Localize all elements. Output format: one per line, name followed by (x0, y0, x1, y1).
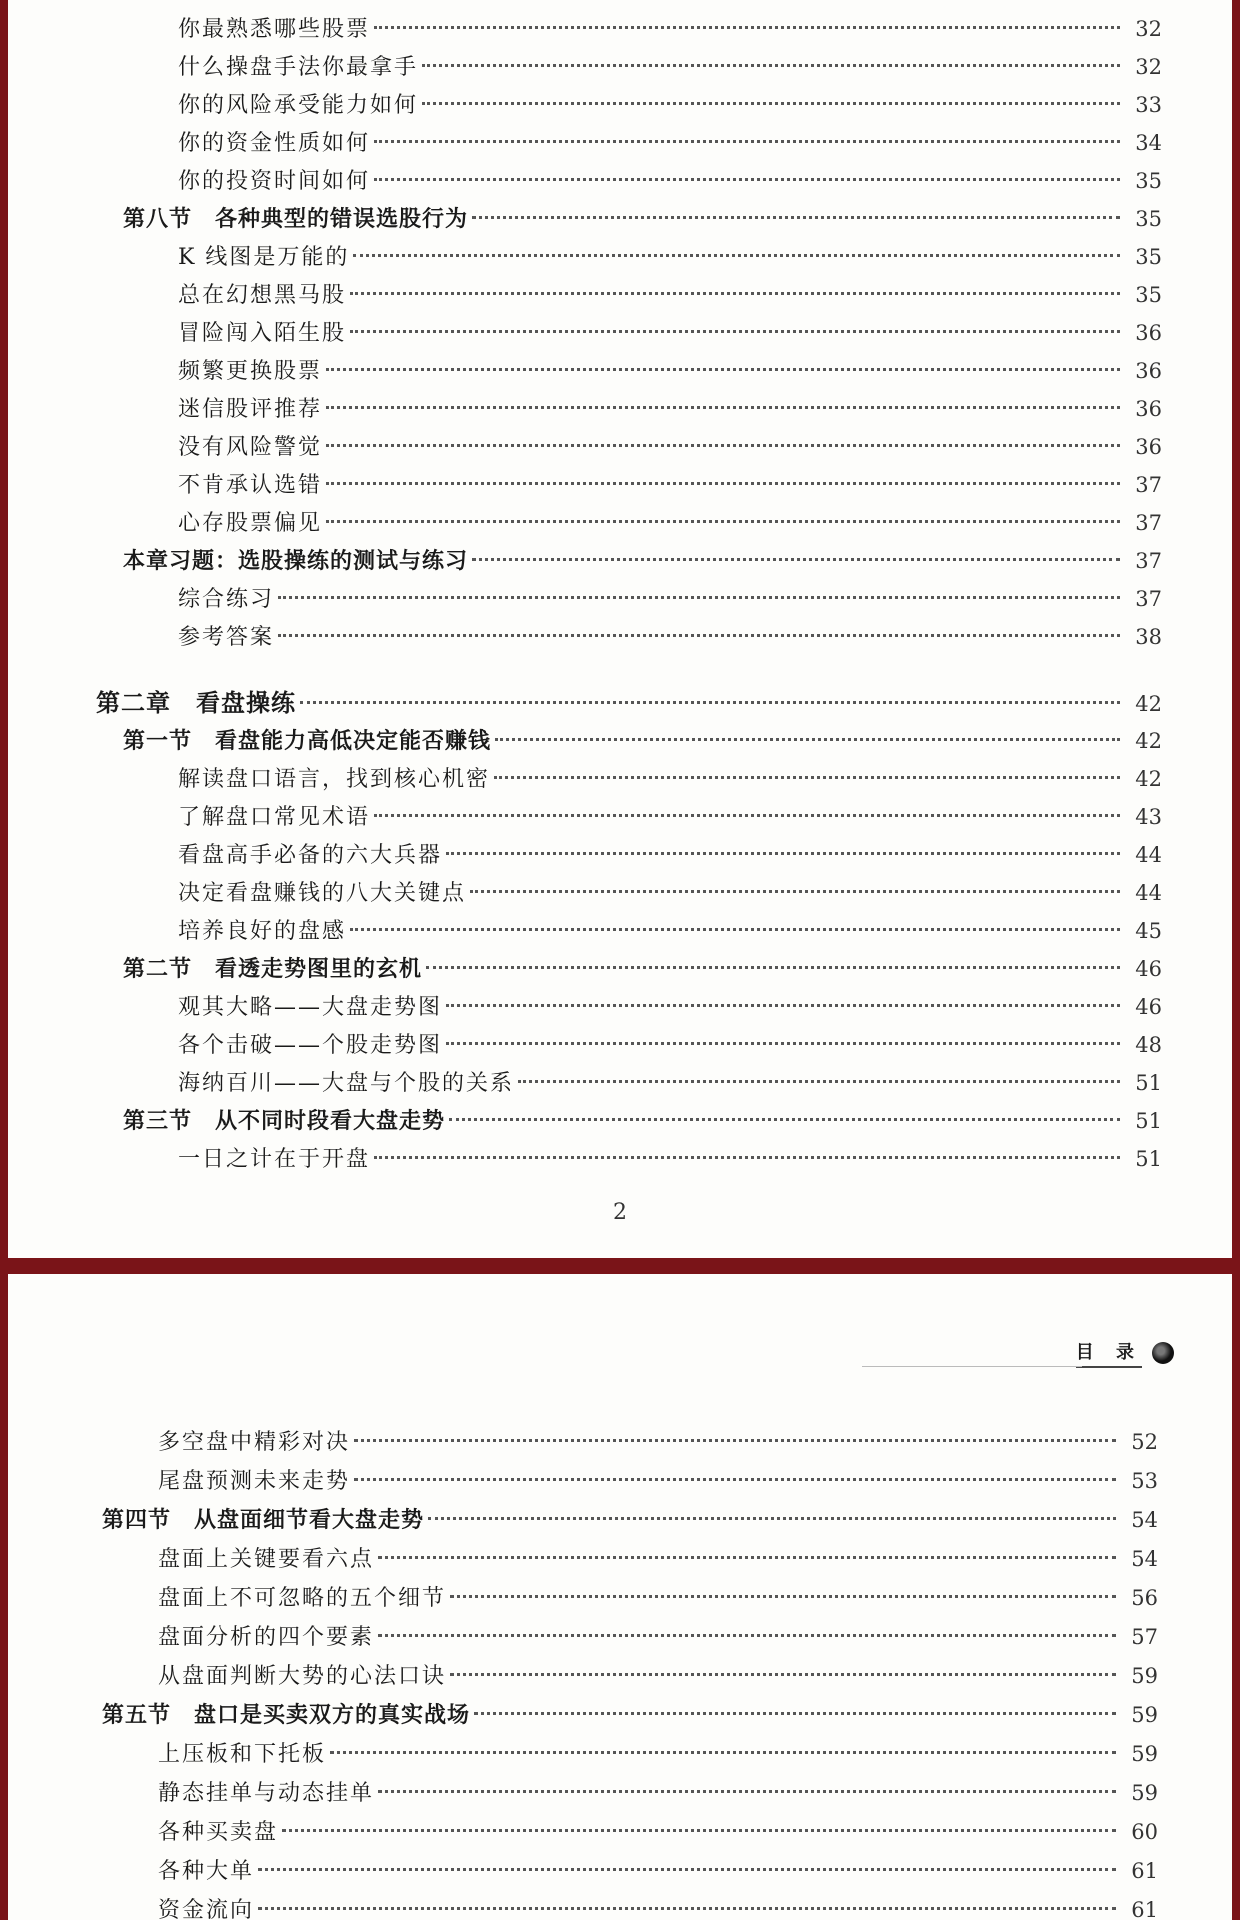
toc-entry-page: 37 (1135, 587, 1162, 611)
dot-leader (378, 1634, 1116, 1637)
toc-entry-title: 各种大单 (158, 1859, 255, 1884)
toc-entry-page: 51 (1135, 1109, 1162, 1133)
toc-entry-page: 36 (1135, 321, 1162, 345)
toc-entry-page: 59 (1131, 1664, 1158, 1688)
toc-entry-title: 解读盘口语言，找到核心机密 (178, 767, 491, 792)
dot-leader (374, 814, 1120, 817)
toc-entry-section (102, 1696, 1158, 1734)
dot-leader (350, 292, 1120, 295)
toc-entry-page: 46 (1135, 957, 1162, 981)
toc-entry-title: 观其大略——大盘走势图 (178, 995, 443, 1020)
toc-entry-page: 56 (1131, 1586, 1158, 1610)
toc-entry-item (158, 1813, 1158, 1851)
header-emblem-icon (1152, 1342, 1174, 1364)
dot-leader (326, 444, 1120, 447)
toc-entry-item (158, 1657, 1158, 1695)
toc-entry-title: 第四节 从盘面细节看大盘走势 (102, 1508, 425, 1533)
dot-leader (450, 1673, 1116, 1676)
toc-entry-item (178, 504, 1162, 542)
toc-entry-page: 54 (1131, 1508, 1158, 1532)
toc-entry-title: 看盘高手必备的六大兵器 (178, 843, 443, 868)
dot-leader (326, 368, 1120, 371)
toc-entry-item (178, 162, 1162, 200)
page-number: 2 (613, 1200, 627, 1225)
toc-entry-page: 36 (1135, 397, 1162, 421)
toc-entry-item (178, 124, 1162, 162)
dot-leader (472, 558, 1120, 561)
toc-entry-page: 51 (1135, 1071, 1162, 1095)
toc-entry-page: 36 (1135, 359, 1162, 383)
dot-leader (422, 64, 1120, 67)
toc-entry-title: 决定看盘赚钱的八大关键点 (178, 881, 467, 906)
toc-entry-page: 35 (1135, 207, 1162, 231)
dot-leader (374, 178, 1120, 181)
toc-entry-item (178, 874, 1162, 912)
toc-entry-title: 什么操盘手法你最拿手 (178, 55, 419, 80)
toc-entry-item (178, 238, 1162, 276)
toc-entry-page: 43 (1135, 805, 1162, 829)
dot-leader (446, 1042, 1120, 1045)
dot-leader (258, 1907, 1116, 1910)
toc-entry-title: 第八节 各种典型的错误选股行为 (123, 207, 469, 232)
toc-entry-title: 第一节 看盘能力高低决定能否赚钱 (123, 729, 492, 754)
toc-entry-title: 综合练习 (178, 587, 275, 612)
toc-entry-title: 盘面分析的四个要素 (158, 1625, 375, 1650)
toc-entry-page: 36 (1135, 435, 1162, 459)
dot-leader (374, 140, 1120, 143)
toc-entry-page: 59 (1131, 1742, 1158, 1766)
dot-leader (428, 1517, 1116, 1520)
toc-entry-item (158, 1891, 1158, 1920)
dot-leader (326, 520, 1120, 523)
toc-entry-item (158, 1540, 1158, 1578)
toc-entry-title: 盘面上关键要看六点 (158, 1547, 375, 1572)
toc-entry-item (178, 466, 1162, 504)
dot-leader (446, 852, 1120, 855)
dot-leader (374, 1156, 1120, 1159)
toc-entry-page: 37 (1135, 549, 1162, 573)
toc-entry-page: 35 (1135, 245, 1162, 269)
dot-leader (326, 482, 1120, 485)
toc-entry-page: 61 (1131, 1898, 1158, 1920)
dot-leader (300, 701, 1120, 704)
toc-entry-page: 34 (1135, 131, 1162, 155)
toc-entry-item (178, 276, 1162, 314)
dot-leader (470, 890, 1120, 893)
toc-entry-item (178, 618, 1162, 656)
toc-entry-page: 42 (1135, 767, 1162, 791)
dot-leader (495, 738, 1120, 741)
toc-entry-item (178, 580, 1162, 618)
toc-entry-title: 你最熟悉哪些股票 (178, 17, 371, 42)
toc-entry-title: 各个击破——个股走势图 (178, 1033, 443, 1058)
toc-entry-page: 51 (1135, 1147, 1162, 1171)
dot-leader (494, 776, 1120, 779)
toc-entry-page: 48 (1135, 1033, 1162, 1057)
toc-entry-item (178, 428, 1162, 466)
toc-entry-chapter (96, 684, 1162, 722)
dot-leader (378, 1790, 1116, 1793)
toc-entry-section (102, 1501, 1158, 1539)
toc-entry-item (158, 1618, 1158, 1656)
toc-entry-page: 32 (1135, 17, 1162, 41)
toc-entry-page: 44 (1135, 881, 1162, 905)
dot-leader (354, 1439, 1116, 1442)
toc-entry-item (178, 1140, 1162, 1178)
toc-entry-title: 总在幻想黑马股 (178, 283, 347, 308)
toc-entry-title: 本章习题：选股操练的测试与练习 (123, 549, 469, 574)
toc-entry-page: 37 (1135, 511, 1162, 535)
dot-leader (449, 1118, 1120, 1121)
toc-entry-item (178, 1064, 1162, 1102)
toc-entry-title: 培养良好的盘感 (178, 919, 347, 944)
toc-entry-page: 42 (1135, 729, 1162, 753)
toc-entry-page: 44 (1135, 843, 1162, 867)
toc-entry-item (178, 1026, 1162, 1064)
toc-page-top (8, 0, 1232, 1258)
toc-entry-item (158, 1735, 1158, 1773)
toc-entry-title: 静态挂单与动态挂单 (158, 1781, 375, 1806)
toc-entry-title: K 线图是万能的 (178, 245, 350, 270)
toc-entry-title: 各种买卖盘 (158, 1820, 279, 1845)
dot-leader (330, 1751, 1116, 1754)
toc-entry-title: 一日之计在于开盘 (178, 1147, 371, 1172)
toc-entry-title: 频繁更换股票 (178, 359, 323, 384)
toc-entry-title: 上压板和下托板 (158, 1742, 327, 1767)
dot-leader (326, 406, 1120, 409)
toc-entry-title: 你的投资时间如何 (178, 169, 371, 194)
toc-entry-page: 37 (1135, 473, 1162, 497)
dot-leader (278, 634, 1120, 637)
dot-leader (518, 1080, 1120, 1083)
toc-entry-title: 第三节 从不同时段看大盘走势 (123, 1109, 446, 1134)
toc-entry-title: 迷信股评推荐 (178, 397, 323, 422)
dot-leader (474, 1712, 1116, 1715)
toc-entry-page: 59 (1131, 1781, 1158, 1805)
toc-entry-item (178, 10, 1162, 48)
toc-entry-title: 海纳百川——大盘与个股的关系 (178, 1071, 515, 1096)
toc-entry-item (158, 1462, 1158, 1500)
header-rule (862, 1366, 1082, 1367)
toc-entry-item (178, 798, 1162, 836)
toc-entry-page: 59 (1131, 1703, 1158, 1727)
toc-entry-item (178, 760, 1162, 798)
toc-entry-title: 第五节 盘口是买卖双方的真实战场 (102, 1703, 471, 1728)
toc-entry-item (178, 314, 1162, 352)
dot-leader (350, 330, 1120, 333)
toc-entry-item (178, 48, 1162, 86)
toc-entry-title: 从盘面判断大势的心法口诀 (158, 1664, 447, 1689)
toc-entry-page: 32 (1135, 55, 1162, 79)
toc-entry-title: 你的资金性质如何 (178, 131, 371, 156)
toc-entry-item (178, 86, 1162, 124)
toc-entry-title: 参考答案 (178, 625, 275, 650)
toc-entry-item (178, 836, 1162, 874)
toc-entry-item (178, 988, 1162, 1026)
toc-entry-page: 54 (1131, 1547, 1158, 1571)
toc-entry-title: 你的风险承受能力如何 (178, 93, 419, 118)
dot-leader (426, 966, 1120, 969)
toc-entry-section (123, 542, 1162, 580)
toc-entry-item (178, 912, 1162, 950)
toc-entry-page: 33 (1135, 93, 1162, 117)
toc-entry-title: 冒险闯入陌生股 (178, 321, 347, 346)
dot-leader (374, 26, 1120, 29)
toc-page-bottom (8, 1274, 1232, 1920)
toc-entry-item (158, 1852, 1158, 1890)
toc-entry-page: 61 (1131, 1859, 1158, 1883)
dot-leader (350, 928, 1120, 931)
toc-entry-page: 35 (1135, 169, 1162, 193)
dot-leader (278, 596, 1120, 599)
toc-entry-title: 了解盘口常见术语 (178, 805, 371, 830)
dot-leader (353, 254, 1120, 257)
toc-entry-section (123, 1102, 1162, 1140)
toc-entry-item (158, 1579, 1158, 1617)
toc-entry-page: 60 (1131, 1820, 1158, 1844)
toc-entry-item (158, 1774, 1158, 1812)
dot-leader (354, 1478, 1116, 1481)
dot-leader (472, 216, 1120, 219)
toc-entry-title: 没有风险警觉 (178, 435, 323, 460)
dot-leader (446, 1004, 1120, 1007)
toc-entry-page: 42 (1135, 692, 1162, 716)
toc-entry-section (123, 950, 1162, 988)
toc-entry-page: 38 (1135, 625, 1162, 649)
dot-leader (258, 1868, 1116, 1871)
toc-entry-title: 第二节 看透走势图里的玄机 (123, 957, 423, 982)
dot-leader (378, 1556, 1116, 1559)
dot-leader (450, 1595, 1116, 1598)
toc-entry-page: 45 (1135, 919, 1162, 943)
toc-entry-item (178, 352, 1162, 390)
toc-entry-item (178, 390, 1162, 428)
toc-entry-page: 52 (1131, 1430, 1158, 1454)
toc-entry-title: 资金流向 (158, 1898, 255, 1920)
toc-entry-page: 46 (1135, 995, 1162, 1019)
toc-entry-title: 第二章 看盘操练 (96, 689, 296, 717)
toc-entry-title: 尾盘预测未来走势 (158, 1469, 351, 1494)
dot-leader (422, 102, 1120, 105)
toc-entry-title: 多空盘中精彩对决 (158, 1430, 351, 1455)
toc-entry-title: 不肯承认选错 (178, 473, 323, 498)
toc-entry-page: 35 (1135, 283, 1162, 307)
dot-leader (282, 1829, 1116, 1832)
toc-entry-page: 57 (1131, 1625, 1158, 1649)
toc-entry-title: 心存股票偏见 (178, 511, 323, 536)
toc-entry-section (123, 722, 1162, 760)
toc-entry-title: 盘面上不可忽略的五个细节 (158, 1586, 447, 1611)
toc-entry-section (123, 200, 1162, 238)
running-header-title: 目 录 (1076, 1338, 1142, 1368)
running-header (1076, 1338, 1174, 1368)
toc-entry-page: 53 (1131, 1469, 1158, 1493)
toc-entry-item (158, 1423, 1158, 1461)
